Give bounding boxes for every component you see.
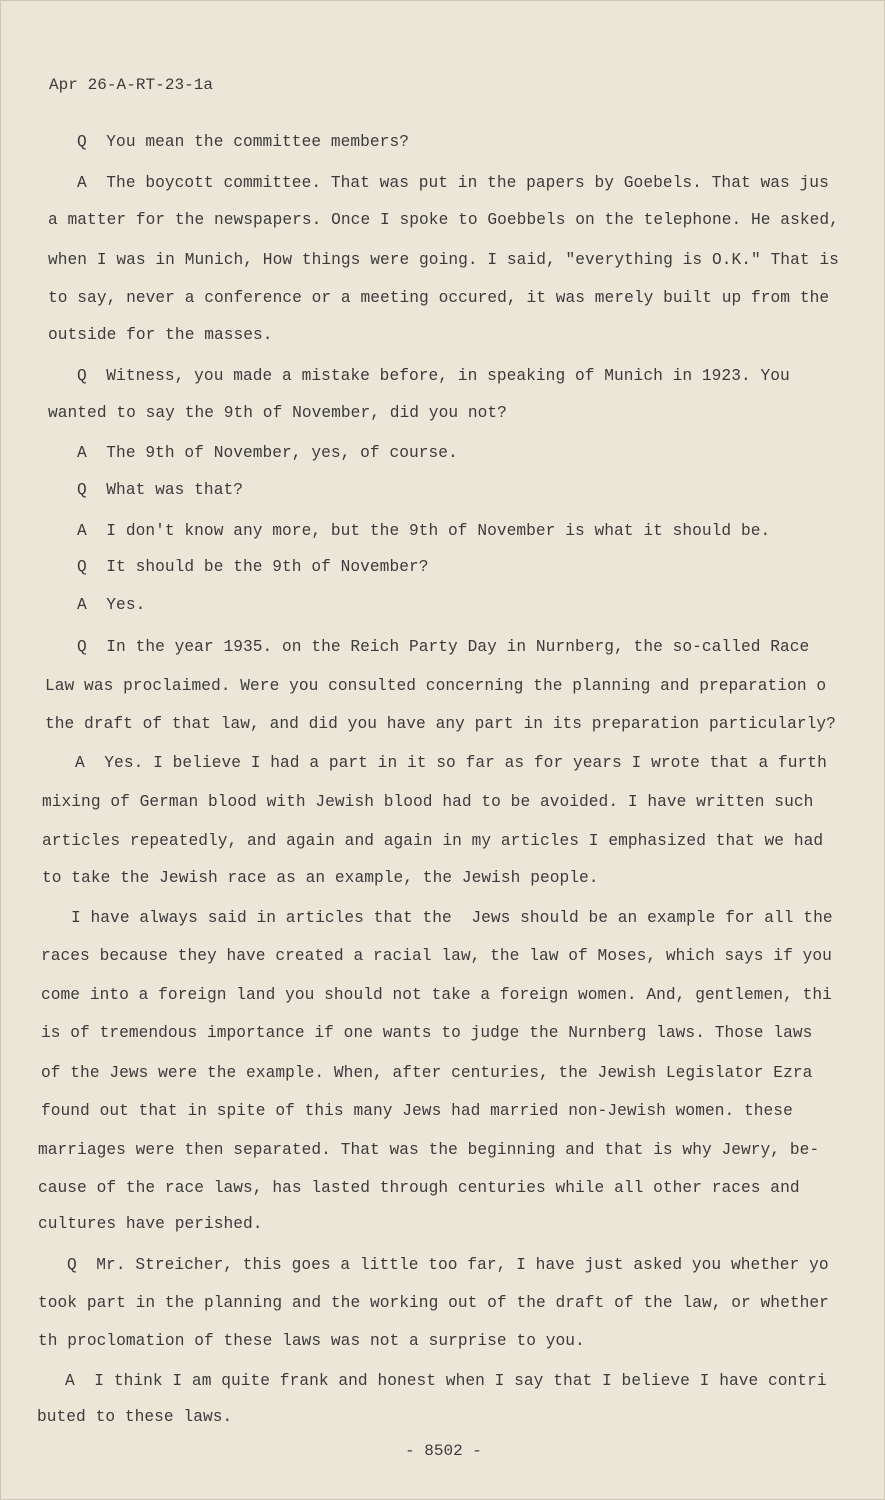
text-line: cause of the race laws, has lasted through centuries while all other races and	[38, 1179, 800, 1197]
text-line: A The 9th of November, yes, of course.	[77, 444, 458, 462]
text-line: of the Jews were the example. When, after centuries, the Jewish Legislator Ezra	[41, 1064, 813, 1082]
text-line: the draft of that law, and did you have any part in its preparation particularly?	[45, 715, 836, 733]
text-line: buted to these laws.	[37, 1408, 233, 1426]
text-line: I have always said in articles that the Jews should be an example for all the	[71, 909, 833, 927]
text-line: A I don't know any more, but the 9th of November is what it should be.	[77, 522, 771, 540]
text-line: when I was in Munich, How things were going. I said, "everything is O.K." That is	[48, 251, 839, 269]
text-line: a matter for the newspapers. Once I spoke to Goebbels on the telephone. He asked,	[48, 211, 839, 229]
text-line: cultures have perished.	[38, 1215, 263, 1233]
text-line: Q Witness, you made a mistake before, in speaking of Munich in 1923. You	[77, 367, 790, 385]
transcript-text	[1, 1, 885, 1500]
text-line: A I think I am quite frank and honest when I say that I believe I have contri	[65, 1372, 827, 1390]
text-line: Q Mr. Streicher, this goes a little too far, I have just asked you whether yo	[67, 1256, 829, 1274]
text-line: Law was proclaimed. Were you consulted concerning the planning and preparation o	[45, 677, 827, 695]
text-line: is of tremendous importance if one wants to judge the Nurnberg laws. Those laws	[41, 1024, 813, 1042]
document-header: Apr 26-A-RT-23-1a	[49, 76, 214, 94]
text-line: th proclomation of these laws was not a surprise to you.	[38, 1332, 585, 1350]
text-line: to take the Jewish race as an example, the Jewish people.	[42, 869, 599, 887]
text-line: Q What was that?	[77, 481, 243, 499]
text-line: outside for the masses.	[48, 326, 273, 344]
text-line: come into a foreign land you should not take a foreign women. And, gentlemen, thi	[41, 986, 832, 1004]
text-line: A Yes. I believe I had a part in it so far as for years I wrote that a furth	[75, 754, 827, 772]
text-line: articles repeatedly, and again and again in my articles I emphasized that we had	[42, 832, 824, 850]
text-line: A The boycott committee. That was put in the papers by Goebels. That was jus	[77, 174, 829, 192]
text-line: Q You mean the committee members?	[77, 133, 409, 151]
text-line: took part in the planning and the working out of the draft of the law, or whether	[38, 1294, 829, 1312]
text-line: wanted to say the 9th of November, did you not?	[48, 404, 507, 422]
text-line: to say, never a conference or a meeting occured, it was merely built up from the	[48, 289, 830, 307]
text-line: Q In the year 1935. on the Reich Party Day in Nurnberg, the so-called Race	[77, 638, 810, 656]
text-line: races because they have created a racial law, the law of Moses, which says if you	[41, 947, 832, 965]
page-number: - 8502 -	[405, 1442, 482, 1460]
text-line: Q It should be the 9th of November?	[77, 558, 429, 576]
text-line: mixing of German blood with Jewish blood had to be avoided. I have written such	[42, 793, 814, 811]
text-line: A Yes.	[77, 596, 146, 614]
text-line: marriages were then separated. That was the beginning and that is why Jewry, be-	[38, 1141, 820, 1159]
text-line: found out that in spite of this many Jews had married non-Jewish women. these	[41, 1102, 793, 1120]
